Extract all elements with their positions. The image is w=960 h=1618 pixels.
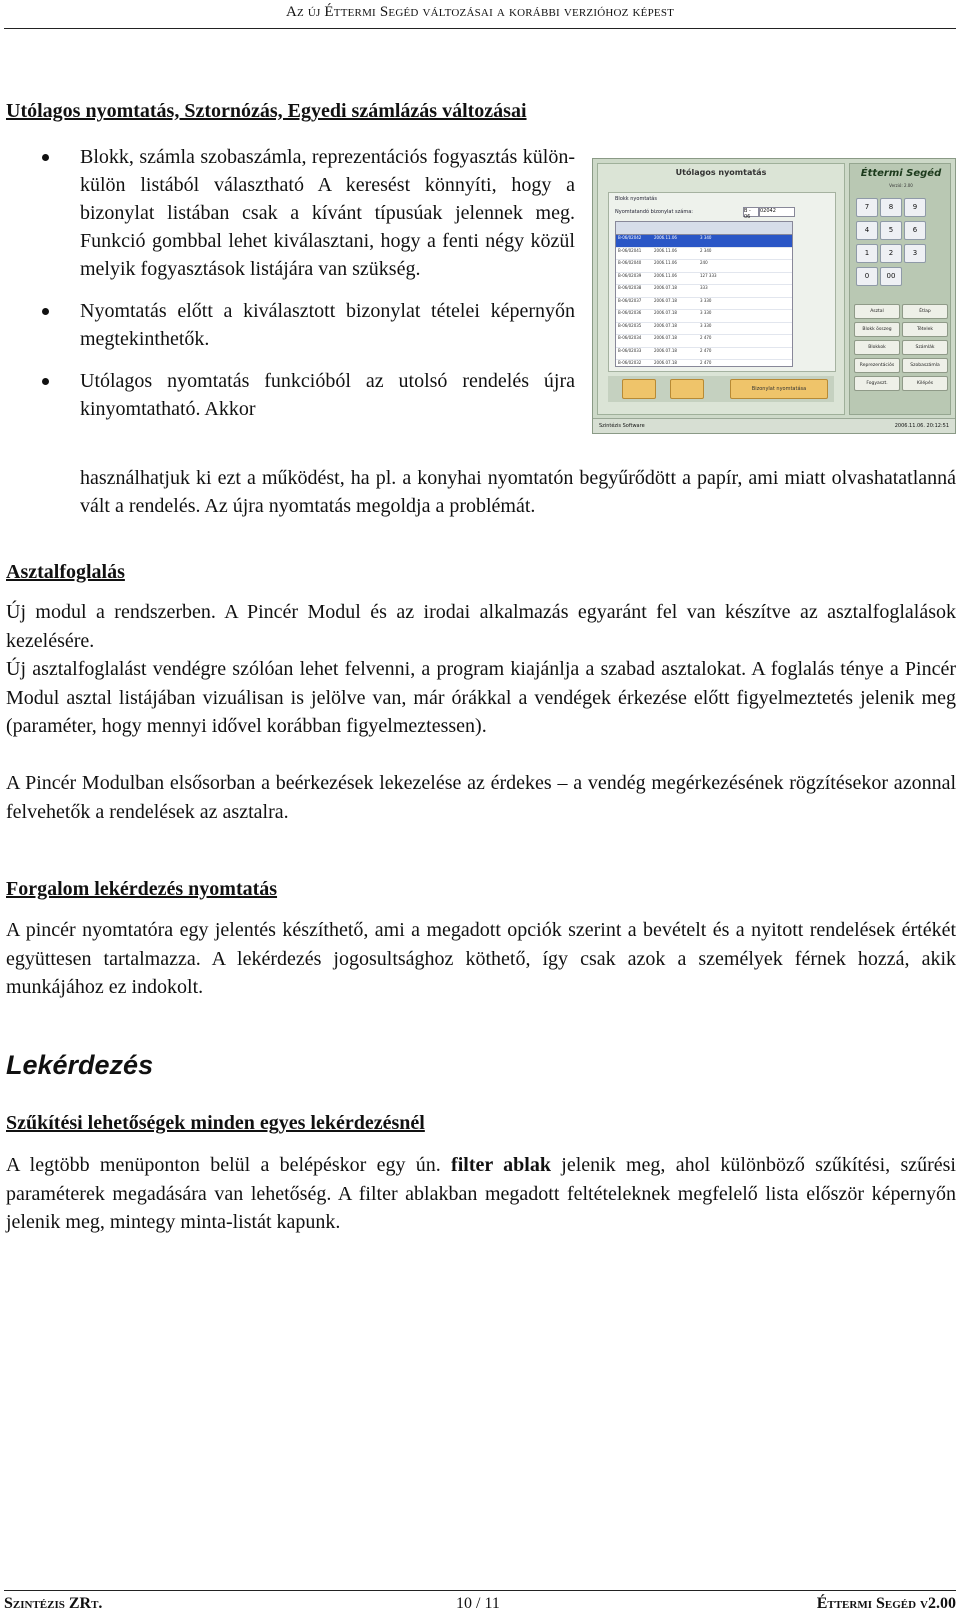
print-receipt-button[interactable]: Bizonylat nyomtatása <box>730 379 828 399</box>
receipt-prefix-field[interactable]: B - 06 <box>743 207 759 217</box>
receipt-cell: 2006.11.06 <box>654 235 677 240</box>
keypad-key[interactable]: 6 <box>904 221 926 240</box>
scroll-down-button[interactable] <box>670 379 704 399</box>
function-key[interactable]: Kilépés <box>902 376 948 391</box>
receipt-list[interactable] <box>615 221 793 367</box>
receipt-cell: 2006.11.06 <box>654 247 677 253</box>
panel-label: Blokk nyomtatás <box>615 196 657 202</box>
receipt-cell: 2 470 <box>700 335 712 340</box>
brand-logo: Éttermi Segéd <box>860 168 942 179</box>
feature-bullet-list <box>0 143 575 423</box>
receipt-cell: 2 470 <box>700 360 712 365</box>
section-heading-traffic: Forgalom lekérdezés nyomtatás <box>6 878 278 900</box>
window-title: Utólagos nyomtatás <box>675 168 767 177</box>
receipt-number-field[interactable]: 02042 <box>759 207 795 217</box>
keypad-key[interactable]: 0 <box>856 267 878 286</box>
reservation-paragraph-2: Új asztalfoglalást vendégre szólóan lehet felvenni, a program kiajánlja a szabad asztalokat. A foglalás ténye a Pincér Modul asztal listájában vizuálisan is jelölve van, már órákkal a vendégek érkezése előtt figyelmeztetés jelenik meg (paraméter, hogy mennyi idővel korábban figyelmeztessen). <box>6 658 956 738</box>
receipt-cell: 2006.07.18 <box>654 360 677 365</box>
receipt-cell: 3 340 <box>700 235 712 240</box>
keypad-key[interactable]: 00 <box>880 267 902 286</box>
bullet-item: Blokk, számla szobaszámla, reprezentációs fogyasztás külön-külön listából választható A keresést könnyíti, hogy a bizonylat listában csak a kívánt típusúak jelennek meg. Funkció gombbal lehet kiválasztani, hogy a fenti négy közül melyik fogyasztások listájára van szükség. <box>0 143 575 283</box>
keypad-key[interactable]: 1 <box>856 244 878 263</box>
keypad-key[interactable]: 5 <box>880 221 902 240</box>
reservation-paragraph-1: Új modul a rendszerben. A Pincér Modul és az irodai alkalmazás egyaránt fel van készítve az asztalfoglalások kezelésére. <box>6 601 956 652</box>
receipt-cell: B-06/02040 <box>618 260 642 265</box>
receipt-cell: 2 340 <box>700 247 712 253</box>
filters-text-a: A legtöbb menüponton belül a belépéskor egy ún. <box>6 1154 452 1176</box>
function-key[interactable]: Tételek <box>902 322 948 337</box>
receipt-row[interactable] <box>616 235 792 248</box>
function-key[interactable]: Blokkok <box>854 340 900 355</box>
receipt-cell: 3 330 <box>700 322 712 328</box>
receipt-row[interactable] <box>616 248 792 261</box>
section-heading-reservation: Asztalfoglalás <box>6 561 125 583</box>
keypad-key[interactable]: 3 <box>904 244 926 263</box>
reservation-paragraph-3: A Pincér Modulban elsősorban a beérkezések lekezelése az érdekes – a vendég megérkezésének rögzítésekor azonnal felvehetők a rendelések az asztalra. <box>6 772 956 823</box>
footer-product: Éttermi Segéd v2.00 <box>816 1595 956 1612</box>
filter-window-term: filter ablak <box>451 1154 551 1176</box>
keypad-key[interactable]: 7 <box>856 198 878 217</box>
receipt-cell: 2006.07.18 <box>654 310 677 315</box>
section-heading-filters: Szűkítési lehetőségek minden egyes lekérdezésnél <box>6 1112 425 1134</box>
reprint-window <box>597 163 845 415</box>
receipt-cell: B-06/02036 <box>618 310 642 315</box>
page-header: Az új Éttermi Segéd változásai a korábbi verzióhoz képest <box>4 4 956 29</box>
receipt-cell: 2 470 <box>700 347 712 353</box>
receipt-row[interactable] <box>616 273 792 286</box>
receipt-row[interactable] <box>616 310 792 323</box>
bullet-continuation: használhatjuk ki ezt a működést, ha pl. a konyhai nyomtatón begyűrődött a papír, ami miatt olvashatatlanná vált a rendelés. Az újra nyomtatás megoldja a problémát. <box>80 467 956 517</box>
function-key[interactable]: Blokk összeg <box>854 322 900 337</box>
status-bar <box>593 418 955 433</box>
receipt-row[interactable] <box>616 260 792 273</box>
receipt-cell: 2006.07.18 <box>654 297 677 303</box>
function-key[interactable]: Étlap <box>902 304 948 319</box>
receipt-row[interactable] <box>616 335 792 348</box>
receipt-cell: 2006.07.18 <box>654 285 677 290</box>
receipt-cell: 3 330 <box>700 310 712 315</box>
keypad-pane <box>849 163 951 415</box>
receipt-cell: B-06/02038 <box>618 285 642 290</box>
receipt-cell: B-06/02041 <box>618 247 642 253</box>
footer-company: Szintézis ZRt. <box>4 1595 103 1612</box>
receipt-cell: B-06/02034 <box>618 335 642 340</box>
keypad-key[interactable]: 9 <box>904 198 926 217</box>
footer-page-number: 10 / 11 <box>456 1595 500 1612</box>
traffic-paragraph: A pincér nyomtatóra egy jelentés készíthető, ami a megadott opciók szerint a bevételt és a nyitott rendelések értékét együttesen tartalmazza. A lekérdezés jogosultsághoz köthető, így csak azok a személyek férnek hozzá, akik munkájához ez indokolt. <box>6 919 956 999</box>
receipt-cell: B-06/02039 <box>618 272 642 278</box>
receipt-cell: 2006.07.18 <box>654 347 677 353</box>
receipt-row[interactable] <box>616 323 792 336</box>
receipt-row[interactable] <box>616 348 792 361</box>
receipt-cell: 333 <box>700 285 708 290</box>
receipt-cell: B-06/02037 <box>618 297 642 303</box>
receipt-cell: 2006.07.18 <box>654 322 677 328</box>
receipt-cell: 3 330 <box>700 297 712 303</box>
status-vendor: Szintézis Software <box>599 423 645 429</box>
filters-paragraph <box>6 1151 956 1237</box>
receipt-rows <box>616 235 792 367</box>
list-header <box>616 222 792 235</box>
bullet-item: Utólagos nyomtatás funkcióból az utolsó rendelés újra kinyomtatható. Akkor <box>0 367 575 423</box>
function-key[interactable]: Számlák <box>902 340 948 355</box>
function-key[interactable]: Reprezentációs <box>854 358 900 373</box>
filters-text-b: jelenik meg, ahol különböző szűkítési, szűrési paraméterek megadására van lehetőség. A filter ablakban megadott feltételeknek megfelelő lista először képernyőn jelenik meg, mintegy minta-listát kapunk. <box>6 1154 956 1234</box>
receipt-cell: 2006.11.06 <box>654 272 677 278</box>
receipt-panel <box>608 192 836 372</box>
receipt-cell: B-06/02035 <box>618 322 642 328</box>
version-label: Verzió: 2.00 <box>889 183 913 188</box>
section-heading-reprint: Utólagos nyomtatás, Sztornózás, Egyedi számlázás változásai <box>6 100 527 122</box>
receipt-row[interactable] <box>616 298 792 311</box>
bullet-item: Nyomtatás előtt a kiválasztott bizonylat tételei képernyőn megtekinthetők. <box>0 297 575 353</box>
keypad-key[interactable]: 2 <box>880 244 902 263</box>
status-datetime: 2006.11.06. 20:12:51 <box>894 423 949 429</box>
receipt-cell: B-06/02032 <box>618 360 642 365</box>
receipt-row[interactable] <box>616 285 792 298</box>
receipt-cell: 127 333 <box>700 272 717 278</box>
keypad-key[interactable]: 8 <box>880 198 902 217</box>
receipt-row[interactable] <box>616 360 792 367</box>
keypad-key[interactable]: 4 <box>856 221 878 240</box>
function-key[interactable]: Asztal <box>854 304 900 319</box>
function-key[interactable]: Szobaszámla <box>902 358 948 373</box>
section-title-queries: Lekérdezés <box>6 1050 154 1080</box>
search-label: Nyomtatandó bizonylat száma: <box>615 209 693 215</box>
scroll-up-button[interactable] <box>622 379 656 399</box>
app-screenshot <box>592 158 956 434</box>
receipt-cell: 2006.07.18 <box>654 335 677 340</box>
receipt-cell: B-06/02042 <box>618 235 642 240</box>
receipt-cell: 240 <box>700 260 708 265</box>
page-footer <box>4 1590 956 1618</box>
function-key[interactable]: Fogyaszt. <box>854 376 900 391</box>
receipt-cell: 2006.11.06 <box>654 260 677 265</box>
button-bar <box>608 376 834 402</box>
receipt-cell: B-06/02033 <box>618 347 642 353</box>
